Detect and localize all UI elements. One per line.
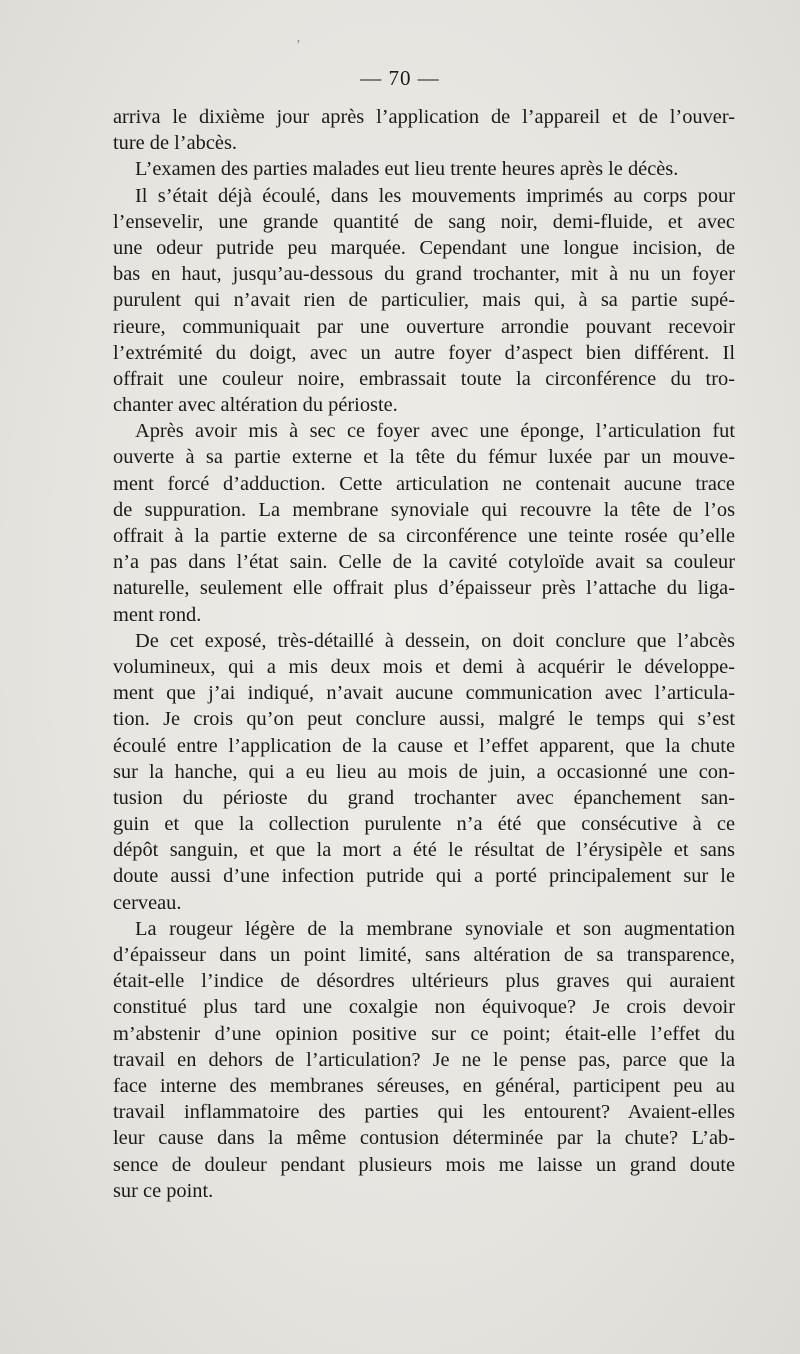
text-line: arriva le dixième jour après l’application de l’appareil et de l’ouver- (113, 106, 735, 128)
paragraph (113, 156, 735, 182)
text-line: cerveau. (113, 891, 182, 914)
text-line: d’épaisseur dans un point limité, sans altération de sa transparence, (113, 944, 735, 966)
paragraph (113, 916, 735, 1204)
text-line: l’ensevelir, une grande quantité de sang noir, demi-fluide, et avec (113, 210, 735, 233)
text-line: volumineux, qui a mis deux mois et demi à acquérir le développe- (113, 655, 735, 678)
text-line: n’a pas dans l’état sain. Celle de la cavité cotyloïde avait sa couleur (113, 551, 735, 574)
paragraph (113, 418, 735, 628)
text-line: offrait à la partie externe de sa circonférence une teinte rosée qu’elle (113, 525, 735, 547)
text-line: travail en dehors de l’articulation? Je ne le pense pas, parce que la (113, 1048, 735, 1071)
page-number: — 70 — (360, 66, 440, 90)
text-line: face interne des membranes séreuses, en général, participent peu au (113, 1074, 735, 1097)
text-line: Il s’était déjà écoulé, dans les mouvements imprimés au corps pour (135, 184, 735, 207)
text-line: sence de douleur pendant plusieurs mois me laisse un grand doute (113, 1153, 735, 1176)
text-line: tion. Je crois qu’on peut conclure aussi, malgré le temps qui s’est (113, 708, 735, 731)
text-line: m’abstenir d’une opinion positive sur ce point; était-elle l’effet du (113, 1022, 735, 1045)
text-line: l’extrémité du doigt, avec un autre foyer d’aspect bien différent. Il (113, 341, 735, 364)
body-text (113, 104, 735, 1204)
text-line: bas en haut, jusqu’au-dessous du grand trochanter, mit à nu un foyer (113, 263, 735, 286)
text-line: dépôt sanguin, et que la mort a été le résultat de l’érysipèle et sans (113, 839, 735, 862)
text-line: était-elle l’indice de désordres ultérieurs plus graves qui auraient (113, 970, 735, 993)
text-line: sur la hanche, qui a eu lieu au mois de juin, a occasionné une con- (113, 760, 735, 783)
text-line: De cet exposé, très-détaillé à dessein, on doit conclure que l’abcès (135, 629, 735, 652)
text-line: naturelle, seulement elle offrait plus d’épaisseur près l’attache du liga- (113, 577, 735, 600)
text-line: offrait une couleur noire, embrassait toute la circonférence du tro- (113, 367, 735, 390)
text-line: une odeur putride peu marquée. Cependant une longue incision, de (113, 236, 735, 259)
text-line: rieure, communiquait par une ouverture arrondie pouvant recevoir (113, 315, 735, 338)
text-line: constitué plus tard une coxalgie non équivoque? Je crois devoir (113, 996, 735, 1019)
text-line: travail inflammatoire des parties qui les entourent? Avaient-elles (113, 1101, 735, 1124)
text-line: ment rond. (113, 603, 202, 626)
text-line: L’examen des parties malades eut lieu trente heures après le décès. (135, 158, 679, 181)
paragraph (113, 104, 735, 156)
paragraph (113, 183, 735, 419)
text-line: tusion du périoste du grand trochanter avec épanchement san- (113, 786, 735, 809)
text-line: ment forcé d’adduction. Cette articulation ne contenait aucune trace (113, 472, 735, 495)
text-line: ture de l’abcès. (113, 132, 237, 155)
text-line: Après avoir mis à sec ce foyer avec une éponge, l’articulation fut (135, 420, 735, 443)
text-line: leur cause dans la même contusion déterminée par la chute? L’ab- (113, 1127, 735, 1150)
text-line: de suppuration. La membrane synoviale qui recouvre la tête de l’os (113, 498, 735, 521)
text-line: La rougeur légère de la membrane synoviale et son augmentation (135, 917, 735, 940)
text-line: purulent qui n’avait rien de particulier, mais qui, à sa partie supé- (113, 289, 735, 312)
text-line: écoulé entre l’application de la cause et l’effet apparent, que la chute (113, 734, 735, 757)
text-line: ment que j’ai indiqué, n’avait aucune communication avec l’articula- (113, 682, 735, 705)
text-line: doute aussi d’une infection putride qui a porté principalement sur le (113, 865, 735, 888)
text-line: chanter avec altération du périoste. (113, 394, 398, 417)
text-line: sur ce point. (113, 1179, 214, 1202)
paper-speck: ʼ (296, 38, 301, 53)
text-line: ouverte à sa partie externe et la tête du fémur luxée par un mouve- (113, 446, 735, 469)
paragraph (113, 628, 735, 916)
text-line: guin et que la collection purulente n’a été que consécutive à ce (113, 813, 735, 836)
